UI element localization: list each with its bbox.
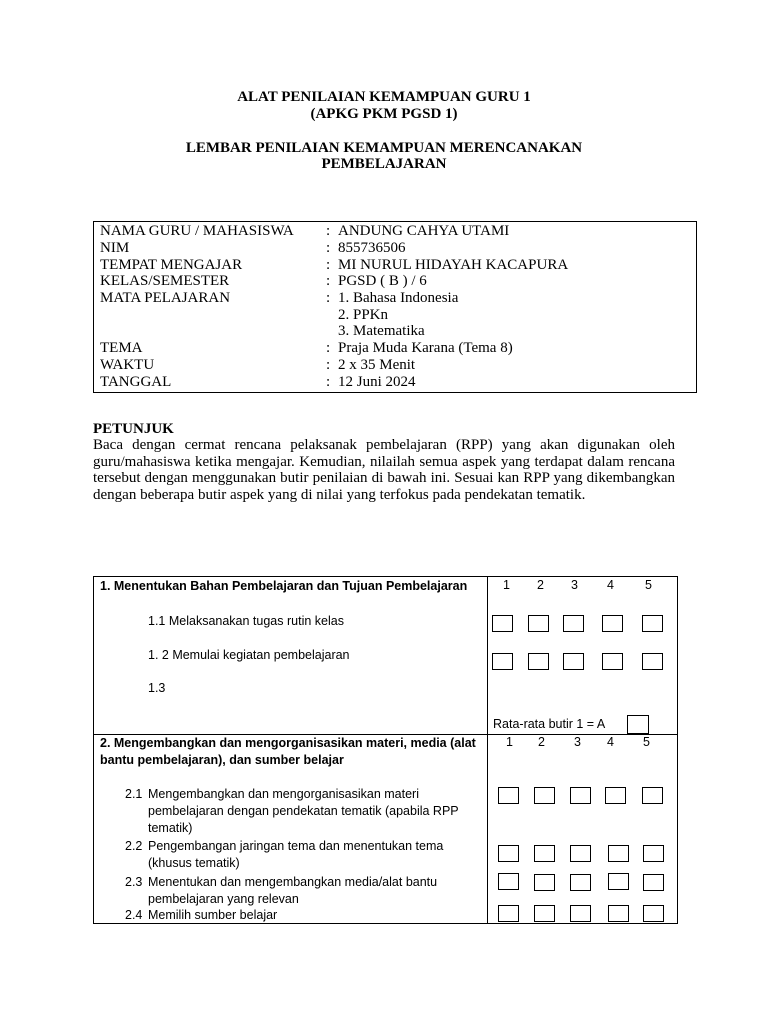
score-checkbox[interactable] [498, 845, 519, 862]
score-checkbox[interactable] [602, 653, 623, 670]
form-title-continued: PEMBELAJARAN [321, 156, 447, 172]
item-2-1-label-continued: tematik) [148, 821, 193, 835]
identity-colon: : [326, 257, 331, 273]
item-2-3-label: Menentukan dan mengembangkan media/alat bantu [148, 875, 438, 889]
identity-label: NIM [100, 240, 130, 256]
item-2-2-label: Pengembangan jaringan tema dan menentukan tema [148, 839, 444, 853]
score-checkbox[interactable] [570, 787, 591, 804]
score-checkbox[interactable] [642, 787, 663, 804]
score-checkbox[interactable] [570, 845, 591, 862]
scale-label: 1 [506, 735, 513, 749]
identity-label: WAKTU [100, 357, 155, 373]
score-checkbox[interactable] [498, 905, 519, 922]
score-checkbox[interactable] [643, 905, 664, 922]
item-2-1-number: 2.1 [125, 787, 143, 801]
score-checkbox[interactable] [563, 615, 584, 632]
item-1-1-label: 1.1 Melaksanakan tugas rutin kelas [148, 614, 344, 628]
score-checkbox[interactable] [492, 615, 513, 632]
score-checkbox[interactable] [528, 615, 549, 632]
score-checkbox[interactable] [534, 845, 555, 862]
identity-value: Praja Muda Karana (Tema 8) [338, 340, 513, 356]
score-checkbox[interactable] [642, 653, 663, 670]
average-score-box[interactable] [627, 715, 649, 734]
identity-label: MATA PELAJARAN [100, 290, 231, 306]
assessment-table [93, 576, 678, 924]
score-checkbox[interactable] [570, 905, 591, 922]
identity-value: ANDUNG CAHYA UTAMI [338, 223, 510, 239]
section-2-title: 2. Mengembangkan dan mengorganisasikan materi, media (alat [100, 736, 476, 750]
identity-colon: : [326, 223, 331, 239]
item-2-1-label-continued: pembelajaran dengan pendekatan tematik (apabila RPP [148, 804, 459, 818]
item-2-2-number: 2.2 [125, 839, 143, 853]
score-checkbox[interactable] [534, 905, 555, 922]
identity-box [93, 221, 697, 393]
identity-value: PGSD ( B ) / 6 [338, 273, 427, 289]
score-checkbox[interactable] [528, 653, 549, 670]
identity-value: MI NURUL HIDAYAH KACAPURA [338, 257, 569, 273]
identity-value: 12 Juni 2024 [338, 374, 416, 390]
identity-colon: : [326, 240, 331, 256]
section-1-title: 1. Menentukan Bahan Pembelajaran dan Tujuan Pembelajaran [100, 579, 468, 593]
score-checkbox[interactable] [608, 905, 629, 922]
identity-value: 855736506 [338, 240, 406, 256]
score-checkbox[interactable] [498, 873, 519, 890]
item-2-2-label-continued: (khusus tematik) [148, 856, 240, 870]
section-2-title-continued: bantu pembelajaran), dan sumber belajar [100, 753, 344, 767]
identity-colon: : [326, 290, 331, 306]
scale-label: 2 [538, 735, 545, 749]
identity-label: KELAS/SEMESTER [100, 273, 230, 289]
score-checkbox[interactable] [642, 615, 663, 632]
scale-label: 4 [607, 578, 614, 592]
item-2-4-number: 2.4 [125, 908, 143, 922]
instructions-text: Baca dengan cermat rencana pelaksanak pembelajaran (RPP) yang akan digunakan oleh guru/mahasiswa ketika mengajar. Kemudian, nilailah semua aspek yang terdapat dalam rencana tersebut dengan menggunakan butir penilaian di bawah ini. Sesuai kan RPP yang dikembangkan dengan beberapa butir aspek yang di nilai yang terfokus pada pendekatan tematik. [93, 437, 675, 503]
item-2-4-label: Memilih sumber belajar [148, 908, 278, 922]
identity-label: NAMA GURU / MAHASISWA [100, 223, 294, 239]
score-checkbox[interactable] [534, 787, 555, 804]
identity-value: 1. Bahasa Indonesia [338, 290, 459, 306]
score-checkbox[interactable] [608, 873, 629, 890]
score-checkbox[interactable] [570, 874, 591, 891]
identity-value: 2 x 35 Menit [338, 357, 416, 373]
identity-value: 2. PPKn [338, 307, 389, 323]
identity-colon: : [326, 374, 331, 390]
score-checkbox[interactable] [605, 787, 626, 804]
score-checkbox[interactable] [498, 787, 519, 804]
identity-colon: : [326, 273, 331, 289]
scale-label: 4 [607, 735, 614, 749]
score-checkbox[interactable] [563, 653, 584, 670]
scale-label: 3 [571, 578, 578, 592]
scale-label: 5 [643, 735, 650, 749]
instructions-heading: PETUNJUK [93, 421, 174, 437]
scale-label: 3 [574, 735, 581, 749]
identity-label: TANGGAL [100, 374, 172, 390]
score-checkbox[interactable] [608, 845, 629, 862]
item-1-3-label: 1.3 [148, 681, 166, 695]
score-checkbox[interactable] [534, 874, 555, 891]
document-code: (APKG PKM PGSD 1) [310, 106, 458, 122]
scale-label: 5 [645, 578, 652, 592]
document-title: ALAT PENILAIAN KEMAMPUAN GURU 1 [237, 89, 531, 105]
score-checkbox[interactable] [643, 874, 664, 891]
scale-label: 1 [503, 578, 510, 592]
scale-label: 2 [537, 578, 544, 592]
identity-colon: : [326, 340, 331, 356]
identity-label: TEMA [100, 340, 143, 356]
average-label: Rata-rata butir 1 = A [493, 717, 606, 731]
item-2-1-label: Mengembangkan dan mengorganisasikan materi [148, 787, 419, 801]
item-1-2-label: 1. 2 Memulai kegiatan pembelajaran [148, 648, 350, 662]
score-checkbox[interactable] [492, 653, 513, 670]
item-2-3-label-continued: pembelajaran yang relevan [148, 892, 299, 906]
score-checkbox[interactable] [602, 615, 623, 632]
item-2-3-number: 2.3 [125, 875, 143, 889]
column-divider [487, 577, 488, 923]
identity-colon: : [326, 357, 331, 373]
score-checkbox[interactable] [643, 845, 664, 862]
identity-value: 3. Matematika [338, 323, 425, 339]
form-title: LEMBAR PENILAIAN KEMAMPUAN MERENCANAKAN [185, 140, 583, 156]
identity-label: TEMPAT MENGAJAR [100, 257, 243, 273]
